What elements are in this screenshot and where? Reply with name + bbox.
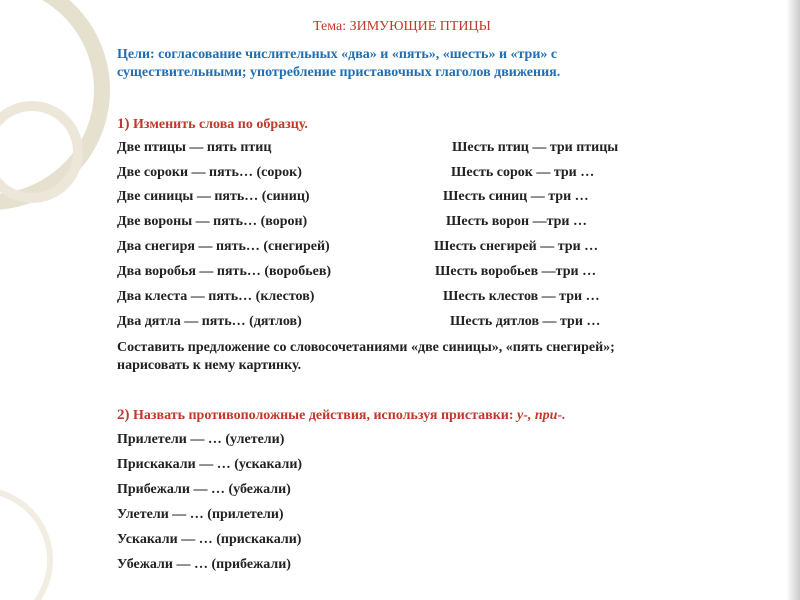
exercise-1-row bbox=[117, 314, 677, 334]
row-left: Две синицы — пять… (синиц) bbox=[117, 189, 310, 204]
slide-title: Тема: ЗИМУЮЩИЕ ПТИЦЫ bbox=[313, 19, 491, 34]
exercise-2-row: Прискакали — … (ускакали) bbox=[117, 457, 303, 472]
exercise-1-title: Изменить слова по образцу. bbox=[133, 117, 308, 132]
row-right: Шесть ворон —три … bbox=[446, 214, 587, 229]
exercise-2-row: Прибежали — … (убежали) bbox=[117, 482, 291, 497]
exercise-2-row: Прилетели — … (улетели) bbox=[117, 432, 285, 447]
exercise-1-heading bbox=[117, 116, 308, 133]
exercise-2-number: 2) bbox=[117, 407, 130, 423]
exercise-1-row bbox=[117, 165, 677, 185]
lesson-goals: Цели: согласование числительных «два» и «пять», «шесть» и «три» с существительными; употребление приставочных глаголов движения. bbox=[117, 47, 561, 80]
exercise-1-row bbox=[117, 140, 677, 160]
exercise-2-row: Убежали — … (прибежали) bbox=[117, 557, 291, 572]
row-left: Две птицы — пять птиц bbox=[117, 140, 272, 155]
exercise-1-row bbox=[117, 264, 677, 284]
row-left: Две сороки — пять… (сорок) bbox=[117, 165, 302, 180]
exercise-2-row: Ускакали — … (прискакали) bbox=[117, 532, 302, 547]
row-right: Шесть дятлов — три … bbox=[450, 314, 601, 329]
row-right: Шесть синиц — три … bbox=[443, 189, 589, 204]
row-right: Шесть сорок — три … bbox=[451, 165, 595, 180]
row-right: Шесть птиц — три птицы bbox=[452, 140, 619, 155]
row-right: Шесть воробьев —три … bbox=[435, 264, 597, 279]
exercise-2-heading bbox=[117, 407, 566, 424]
row-left: Два клеста — пять… (клестов) bbox=[117, 289, 315, 304]
row-right: Шесть клестов — три … bbox=[443, 289, 600, 304]
exercise-1-number: 1) bbox=[117, 116, 130, 132]
row-left: Два дятла — пять… (дятлов) bbox=[117, 314, 302, 329]
row-left: Два снегиря — пять… (снегирей) bbox=[117, 239, 330, 254]
exercise-1-row bbox=[117, 214, 677, 234]
exercise-2-title: Назвать противоположные действия, используя приставки: bbox=[133, 408, 514, 423]
exercise-2-row: Улетели — … (прилетели) bbox=[117, 507, 284, 522]
row-left: Два воробья — пять… (воробьев) bbox=[117, 264, 332, 279]
exercise-1-task: Составить предложение со словосочетаниями «две синицы», «пять снегирей»; нарисовать к нему картинку. bbox=[117, 340, 615, 373]
row-left: Две вороны — пять… (ворон) bbox=[117, 214, 308, 229]
exercise-2-prefixes: у-, при-. bbox=[513, 408, 566, 423]
row-right: Шесть снегирей — три … bbox=[434, 239, 599, 254]
exercise-1-row bbox=[117, 289, 677, 309]
exercise-1-row bbox=[117, 189, 677, 209]
exercise-1-row bbox=[117, 239, 677, 259]
